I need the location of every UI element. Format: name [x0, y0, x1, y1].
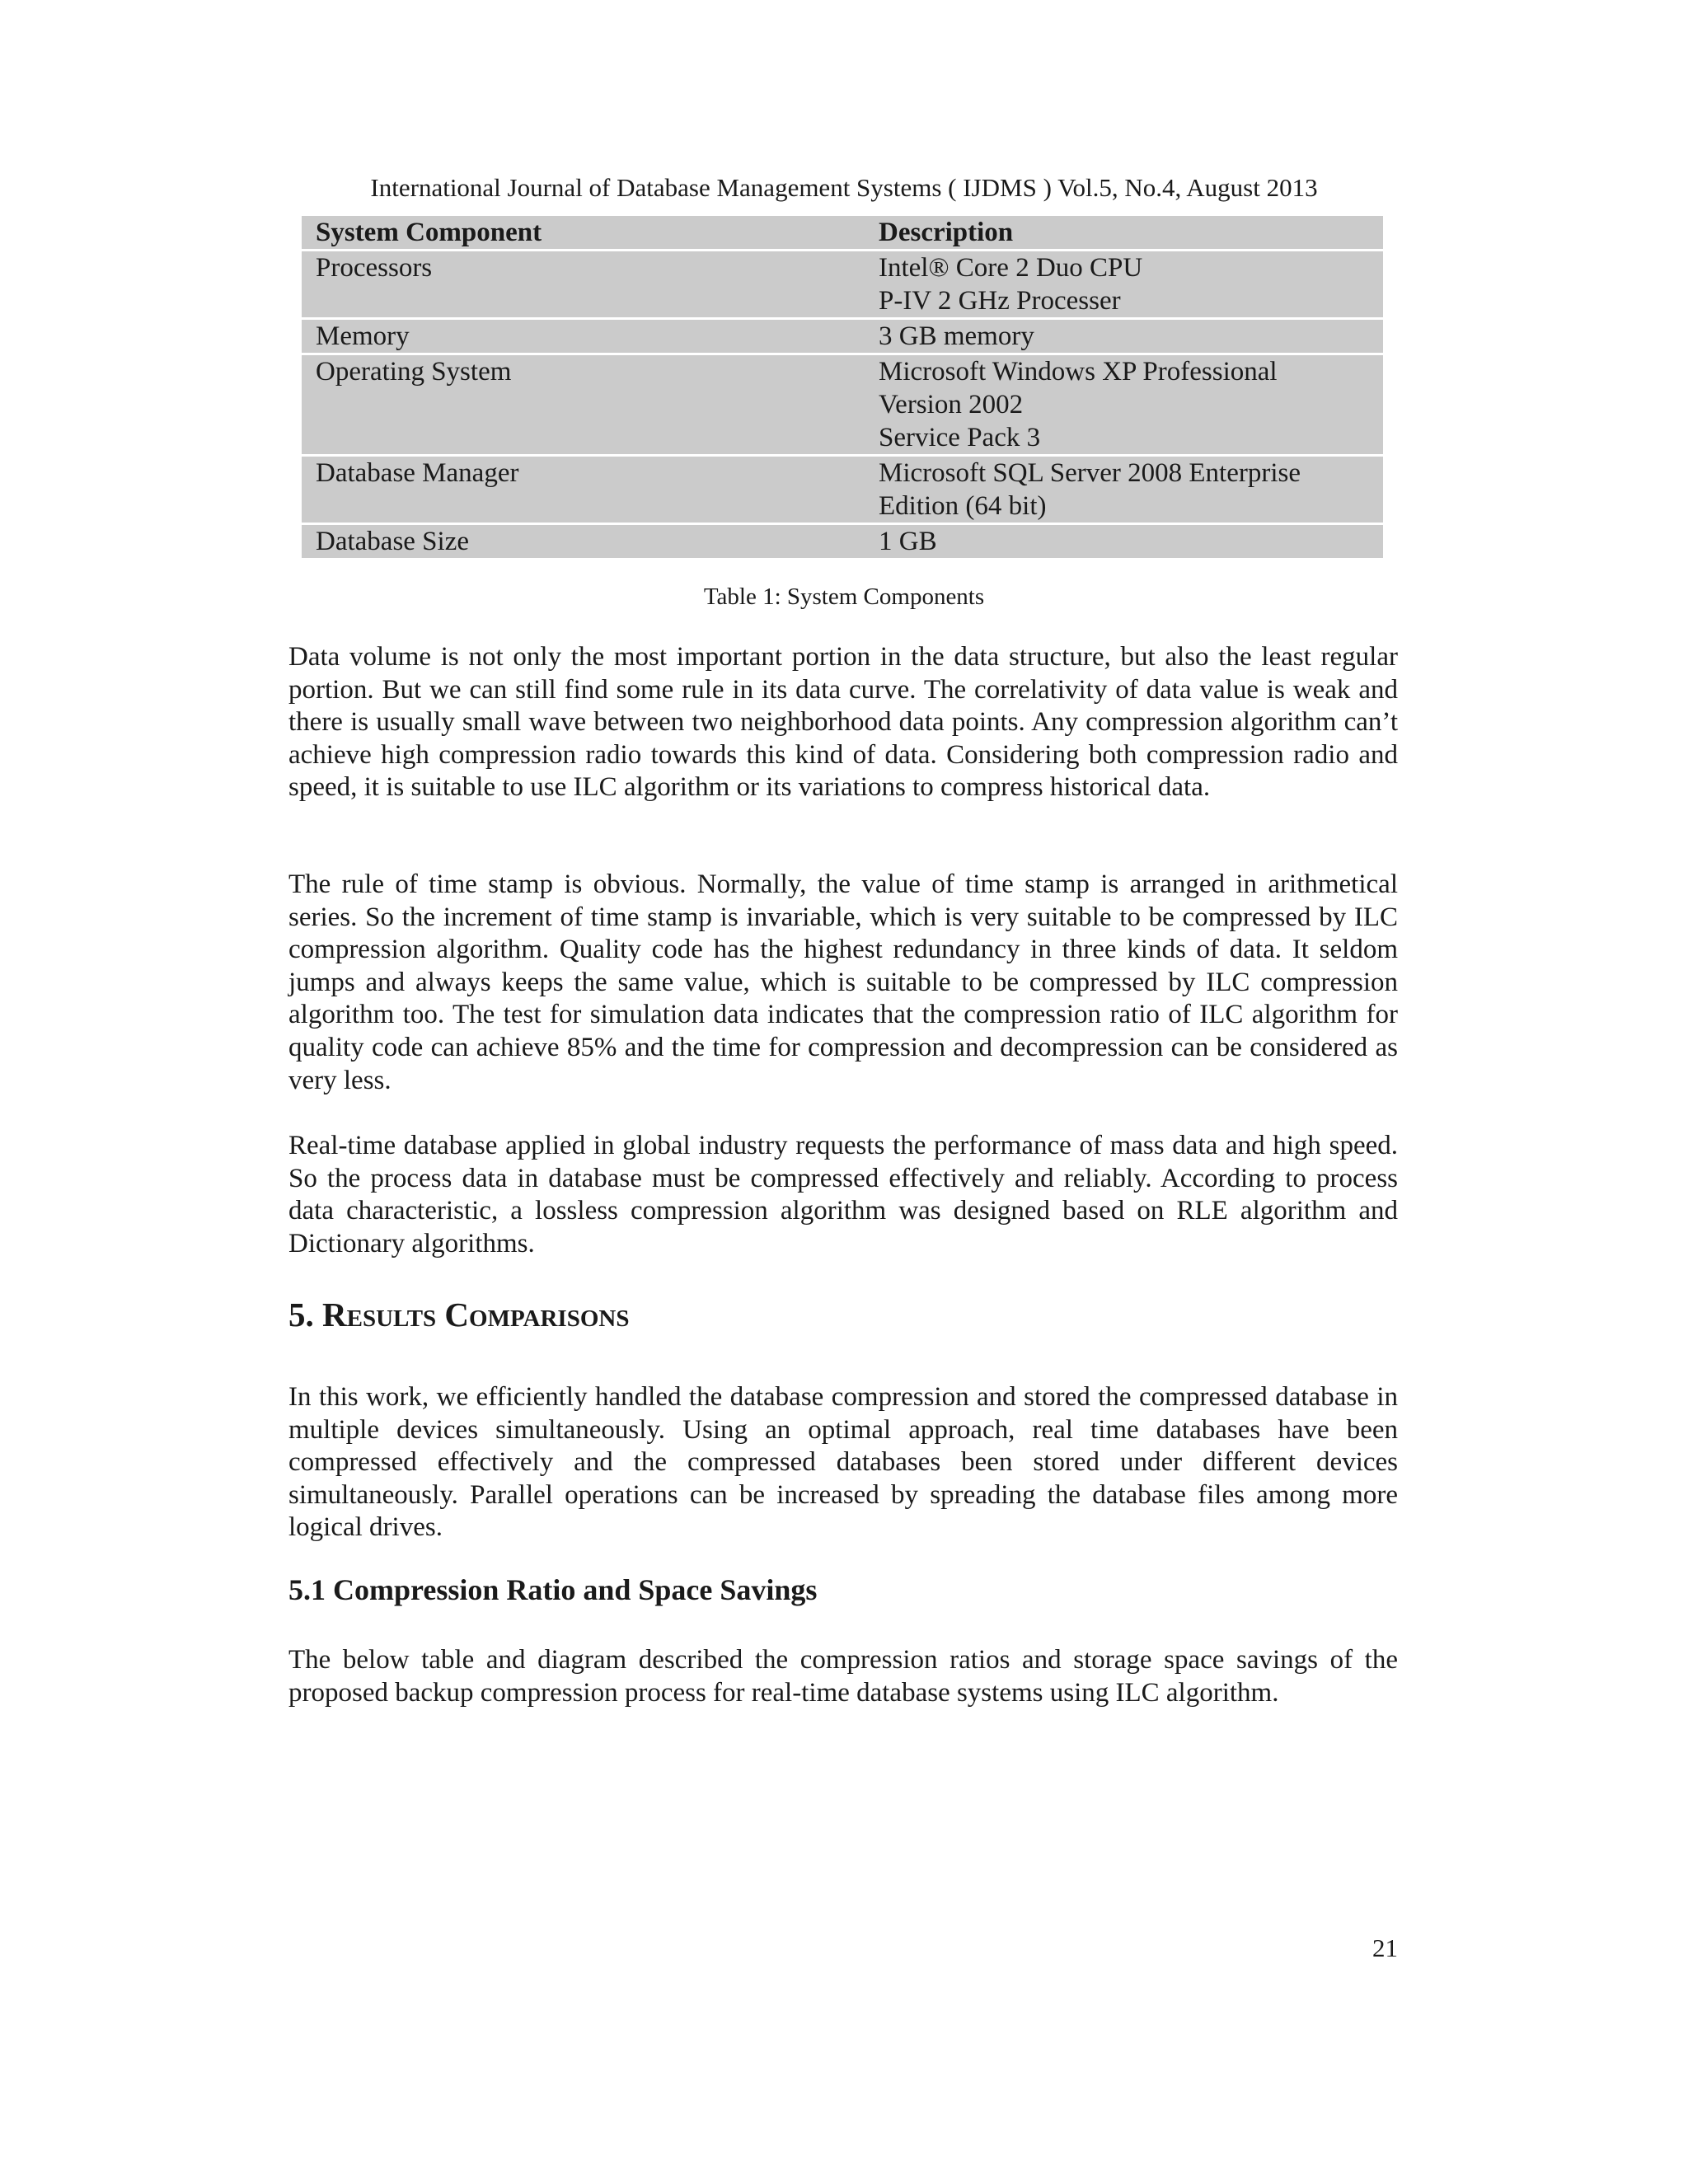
description-line: Microsoft SQL Server 2008 Enterprise: [879, 458, 1301, 488]
table-row: [302, 319, 1383, 354]
body-paragraph-time-stamp: The rule of time stamp is obvious. Normally, the value of time stamp is arranged in arithmetical series. So the increment of time stamp is invariable, which is very suitable to be compressed by ILC compression algorithm. Quality code has the highest redundancy in three kinds of data. It seldom jumps and always keeps the same value, which is suitable to be compressed by ILC compression algorithm too. The test for simulation data indicates that the compression ratio of ILC algorithm for quality code can achieve 85% and the time for compression and decompression can be considered as very less.: [288, 869, 1398, 1095]
description-cell: [865, 524, 1383, 559]
description-line: Version 2002: [879, 390, 1024, 419]
table-caption: Table 1: System Components: [703, 583, 985, 610]
description-line: Service Pack 3: [879, 423, 1041, 452]
description-cell: [865, 456, 1383, 524]
table-row: [302, 354, 1383, 456]
component-cell: Database Size: [302, 524, 865, 559]
column-header-description: Description: [865, 216, 1383, 251]
description-cell: [865, 354, 1383, 456]
table-row: [302, 524, 1383, 559]
description-cell: [865, 319, 1383, 354]
description-line: P-IV 2 GHz Processer: [879, 286, 1121, 316]
description-line: Microsoft Windows XP Professional: [879, 357, 1278, 387]
component-cell: Memory: [302, 319, 865, 354]
body-paragraph-compression-ratio: The below table and diagram described the compression ratios and storage space savings of the proposed backup compression process for real-time database systems using ILC algorithm.: [288, 1645, 1398, 1708]
description-line: Intel® Core 2 Duo CPU: [879, 253, 1143, 283]
table-row: [302, 456, 1383, 524]
column-header-component: System Component: [302, 216, 865, 251]
component-cell: Database Manager: [302, 456, 865, 524]
body-paragraph-results: In this work, we efficiently handled the database compression and stored the compressed database in multiple devices simultaneously. Using an optimal approach, real time databases have been compressed effectively and the compressed databases been stored under different devices simultaneously. Parallel operations can be increased by spreading the database files among more logical drives.: [288, 1382, 1398, 1543]
table-header-row: [302, 216, 1383, 251]
component-cell: Operating System: [302, 354, 865, 456]
subsection-heading-compression-ratio: 5.1 Compression Ratio and Space Savings: [288, 1573, 818, 1606]
system-components-table: [302, 216, 1383, 558]
description-line: 1 GB: [879, 527, 937, 556]
body-paragraph-data-volume: Data volume is not only the most important portion in the data structure, but also the least regular portion. But we can still find some rule in its data curve. The correlativity of data value is weak and there is usually small wave between two neighborhood data points. Any compression algorithm can’t achieve high compression radio towards this kind of data. Considering both compression radio and speed, it is suitable to use ILC algorithm or its variations to compress historical data.: [288, 642, 1398, 803]
running-header: International Journal of Database Management Systems ( IJDMS ) Vol.5, No.4, August 2013: [370, 173, 1318, 202]
section-heading-results-comparisons: 5. Results Comparisons: [288, 1296, 630, 1333]
page-number: 21: [1372, 1933, 1398, 1962]
description-cell: [865, 251, 1383, 319]
description-line: 3 GB memory: [879, 321, 1034, 351]
table-row: [302, 251, 1383, 319]
component-cell: Processors: [302, 251, 865, 319]
description-line: Edition (64 bit): [879, 491, 1047, 521]
body-paragraph-real-time-database: Real-time database applied in global industry requests the performance of mass data and high speed. So the process data in database must be compressed effectively and reliably. According to process data characteristic, a lossless compression algorithm was designed based on RLE algorithm and Dictionary algorithms.: [288, 1131, 1398, 1258]
